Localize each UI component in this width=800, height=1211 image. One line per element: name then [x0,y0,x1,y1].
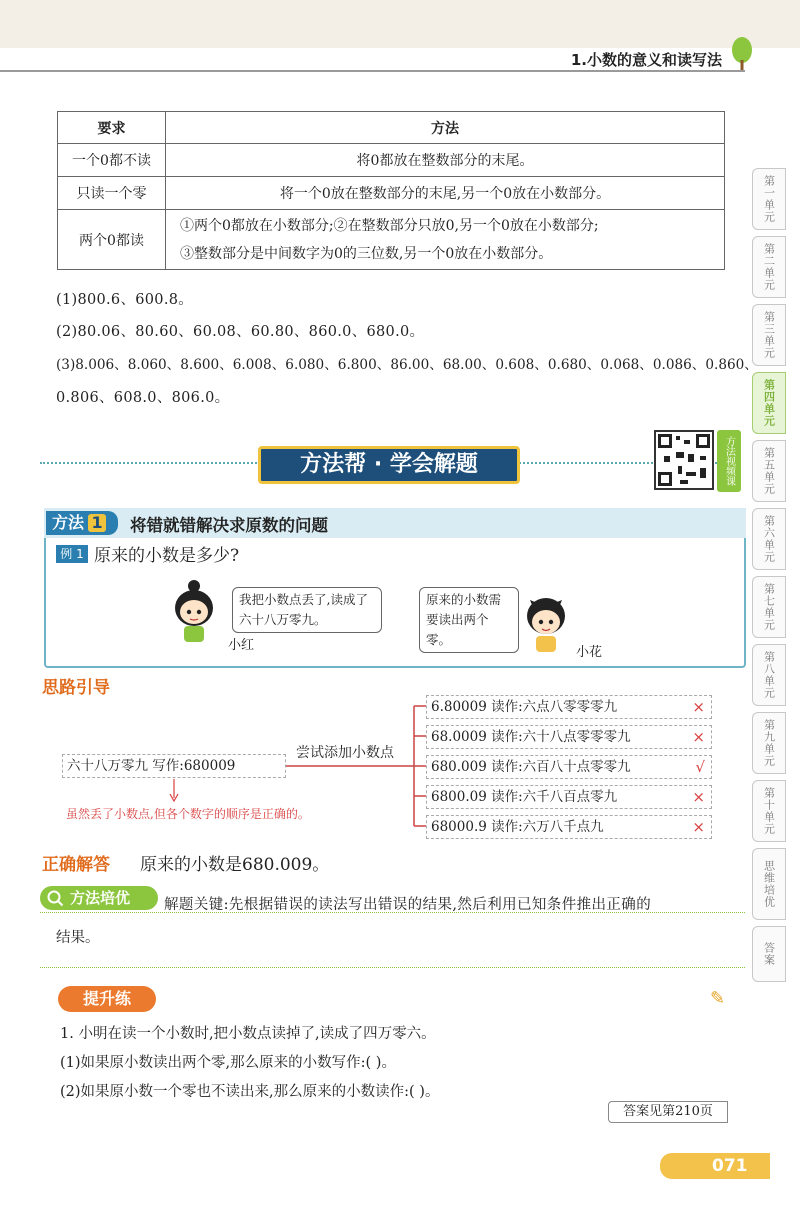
video-lesson-label[interactable]: 方法视频课 [717,430,741,492]
correct-answer-title: 正确解答 [42,855,110,875]
tip-text-line-1: 解题关键:先根据错误的读法写出错误的结果,然后利用已知条件推出正确的 [164,897,652,913]
wrong-mark-icon: × [692,698,705,716]
side-tab-unit-4[interactable]: 第四单元 [752,372,786,434]
tip-text-line-2: 结果。 [56,930,100,946]
practice-question-1: 1. 小明在读一个小数时,把小数点读掉了,读成了四万零六。 [60,1026,436,1042]
page-number: 071 [712,1156,748,1176]
chapter-title: 1.小数的意义和读写法 [570,51,722,69]
table-cell-method: 将一个0放在整数部分的末尾,另一个0放在小数部分。 [166,177,725,210]
side-tab-unit-2[interactable]: 第二单元 [752,236,786,298]
name-xiaohong: 小红 [228,638,255,653]
table-cell-requirement: 一个0都不读 [58,144,166,177]
option-box: 68000.9 读作:六万八千点九 × [426,815,712,839]
check-mark-icon: √ [695,758,705,776]
practice-divider [40,967,745,968]
practice-tag: 提升练 [58,986,156,1012]
answer-line-3: (3)8.006、8.060、8.600、6.008、6.080、6.800、86.00、68.00、0.608、0.680、0.068、0.086、0.860、 [56,357,758,373]
side-tab-unit-5[interactable]: 第五单元 [752,440,786,502]
table-cell-requirement: 两个0都读 [58,210,166,270]
side-tab-unit-1[interactable]: 第一单元 [752,168,786,230]
method-line-1: ①两个0都放在小数部分;②在整数部分只放0,另一个0放在小数部分; [180,217,599,234]
wrong-mark-icon: × [692,728,705,746]
side-tab-answers[interactable]: 答案 [752,926,786,982]
option-box-correct: 680.009 读作:六百八十点零零九 √ [426,755,712,779]
option-box: 68.0009 读作:六十八点零零零九 × [426,725,712,749]
side-tab-unit-10[interactable]: 第十单元 [752,780,786,842]
answer-line-1: (1)800.6、600.8。 [56,292,194,308]
thinking-note: 虽然丢了小数点,但各个数字的顺序是正确的。 [66,807,310,821]
wrong-mark-icon: × [692,818,705,836]
answer-reference: 答案见第210页 [608,1101,728,1123]
side-tab-thinking[interactable]: 思维培优 [752,848,786,920]
thinking-guide-title: 思路引导 [42,678,110,698]
table-cell-requirement: 只读一个零 [58,177,166,210]
table-header-method: 方法 [166,112,725,144]
speech-bubble-xiaohong: 我把小数点丢了,读成了六十八万零九。 [232,587,382,633]
method-line-2: ③整数部分是中间数字为0的三位数,另一个0放在小数部分。 [180,245,553,262]
correct-answer-text: 原来的小数是680.009。 [140,855,330,875]
method-tag: 方法 1 [46,511,118,535]
section-banner: 方法帮 · 学会解题 [258,446,520,484]
magnifier-icon [46,889,64,907]
page-number-badge [660,1153,770,1179]
answer-line-4: 0.806、608.0、806.0。 [56,390,230,406]
option-box: 6.80009 读作:六点八零零零九 × [426,695,712,719]
option-box: 6800.09 读作:六千八百点零九 × [426,785,712,809]
example-question: 原来的小数是多少? [94,546,240,566]
side-tab-unit-6[interactable]: 第六单元 [752,508,786,570]
pencil-icon: ✎ [710,988,726,1009]
speech-bubble-xiaohua: 原来的小数需要读出两个零。 [419,587,519,653]
name-xiaohua: 小花 [576,645,603,660]
side-tab-unit-3[interactable]: 第三单元 [752,304,786,366]
add-decimal-label: 尝试添加小数点 [296,745,394,761]
practice-question-1b: (2)如果原小数一个零也不读出来,那么原来的小数读作:( )。 [60,1084,440,1100]
side-tab-unit-8[interactable]: 第八单元 [752,644,786,706]
side-tab-unit-9[interactable]: 第九单元 [752,712,786,774]
method-title: 将错就错解决求原数的问题 [130,516,328,535]
table-cell-method: 将0都放在整数部分的末尾。 [166,144,725,177]
table-header-requirement: 要求 [58,112,166,144]
side-tab-unit-7[interactable]: 第七单元 [752,576,786,638]
example-tag: 例 1 [56,545,88,563]
wrong-mark-icon: × [692,788,705,806]
practice-question-1a: (1)如果原小数读出两个零,那么原来的小数写作:( )。 [60,1055,396,1071]
method-tip-tag: 方法培优 [40,886,158,910]
thinking-start-box: 六十八万零九 写作:680009 [62,754,286,778]
answer-line-2: (2)80.06、80.60、60.08、60.80、860.0、680.0。 [56,324,425,340]
